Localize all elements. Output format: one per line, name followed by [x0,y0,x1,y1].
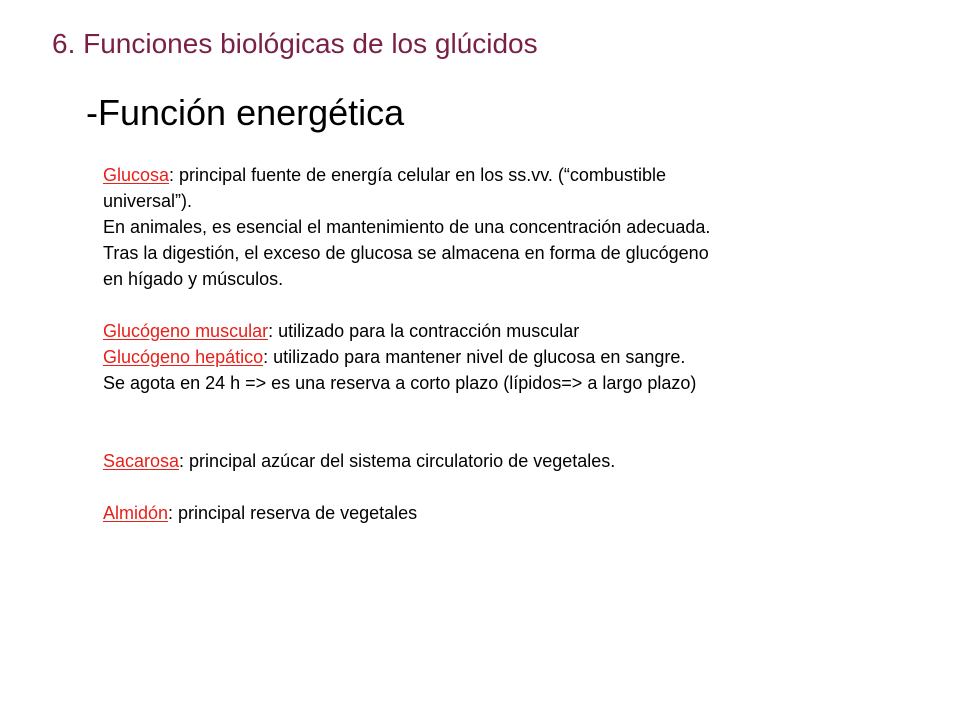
glucosa-line-5: en hígado y músculos. [103,269,284,289]
slide-title: 6. Funciones biológicas de los glúcidos [52,28,538,59]
term-glucogeno-hepatico: Glucógeno hepático [103,347,264,367]
glucogeno-hepatico-text: : utilizado para mantener nivel de glucosa en sangre. [263,347,686,367]
slide-body [103,162,843,526]
glucogeno-hepatico-line [103,344,843,370]
glucogeno-hepatico-note: Se agota en 24 h => es una reserva a corto plazo (lípidos=> a largo plazo) [103,373,697,393]
almidon-line [103,500,843,526]
section-subtitle: -Función energética [86,92,405,133]
spacer [103,292,843,318]
term-sacarosa: Sacarosa [103,451,180,471]
glucosa-line-4: Tras la digestión, el exceso de glucosa se almacena en forma de glucógeno [103,243,709,263]
term-glucosa: Glucosa [103,165,170,185]
glucosa-line-2: universal”). [103,191,193,211]
glucogeno-muscular-line [103,318,843,344]
glucosa-line-3: En animales, es esencial el mantenimiento de una concentración adecuada. [103,217,711,237]
sacarosa-text: : principal azúcar del sistema circulatorio de vegetales. [179,451,616,471]
term-glucogeno-muscular: Glucógeno muscular [103,321,269,341]
spacer [103,422,843,448]
sacarosa-line [103,448,843,474]
glucogeno-muscular-text: : utilizado para la contracción muscular [268,321,580,341]
glucosa-line-1 [103,162,843,188]
glucosa-text-1: : principal fuente de energía celular en los ss.vv. (“combustible [169,165,666,185]
spacer [103,396,843,422]
term-almidon: Almidón [103,503,169,523]
spacer [103,474,843,500]
almidon-text: : principal reserva de vegetales [168,503,418,523]
